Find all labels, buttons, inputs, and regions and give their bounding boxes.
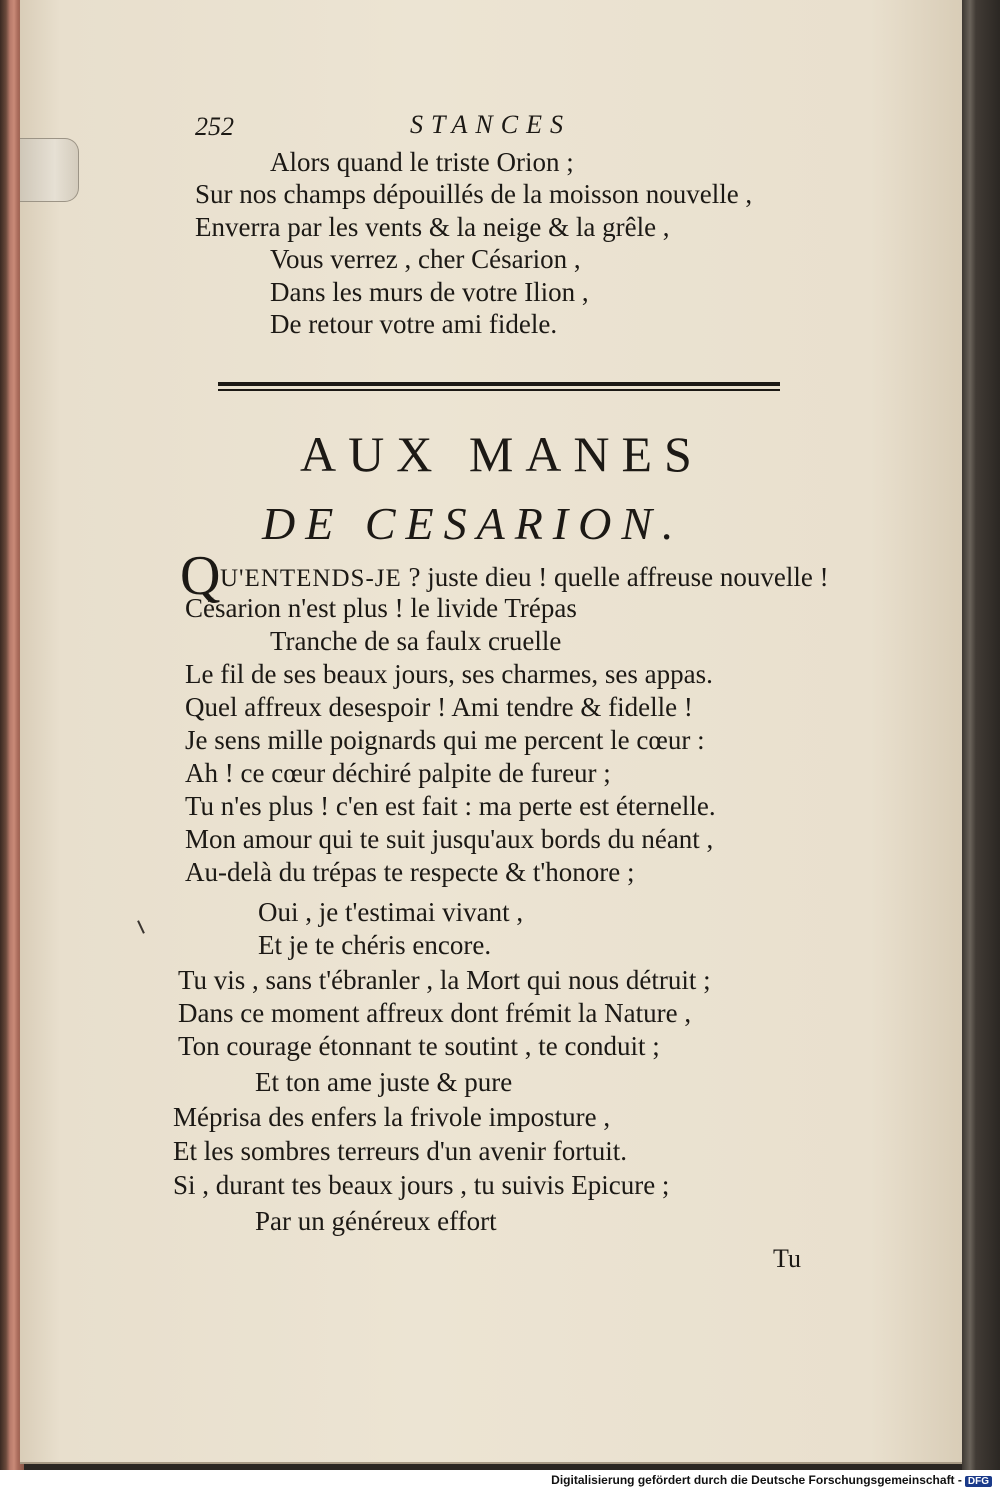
poem-title: AUX MANES bbox=[300, 426, 704, 482]
poem-line: Ah ! ce cœur déchiré palpite de fureur ; bbox=[185, 758, 611, 788]
stanza-line: Alors quand le triste Orion ; bbox=[270, 147, 574, 177]
poem-line: Quel affreux desespoir ! Ami tendre & fidelle ! bbox=[185, 692, 693, 722]
stanza-line: Sur nos champs dépouillés de la moisson nouvelle , bbox=[195, 179, 753, 209]
poem-line: Au-delà du trépas te respecte & t'honore ; bbox=[185, 857, 635, 887]
poem-line: Mon amour qui te suit jusqu'aux bords du néant , bbox=[185, 824, 714, 854]
poem-line: Et ton ame juste & pure bbox=[255, 1067, 513, 1097]
poem-line: Je sens mille poignards qui me percent le cœur : bbox=[185, 725, 705, 755]
poem-line: Tu n'es plus ! c'en est fait : ma perte est éternelle. bbox=[185, 791, 716, 821]
footer-text: Digitalisierung gefördert durch die Deutsche Forschungsgemeinschaft - bbox=[551, 1473, 962, 1487]
page-number: 252 bbox=[195, 112, 234, 141]
drop-cap: Q bbox=[180, 545, 221, 607]
poem-line: Tranche de sa faulx cruelle bbox=[270, 626, 562, 656]
poem-subtitle: DE CESARION. bbox=[262, 498, 684, 549]
page-clip bbox=[20, 138, 79, 202]
poem-line: Oui , je t'estimai vivant , bbox=[258, 897, 524, 927]
poem-line: Tu vis , sans t'ébranler , la Mort qui nous détruit ; bbox=[178, 965, 711, 995]
dfg-logo: DFG bbox=[965, 1476, 992, 1487]
footer-credit bbox=[551, 1473, 992, 1487]
stanza-line: Dans les murs de votre Ilion , bbox=[270, 277, 589, 307]
book-edge-right bbox=[962, 0, 1000, 1470]
poem-line: Et je te chéris encore. bbox=[258, 930, 492, 960]
stanza-line: De retour votre ami fidele. bbox=[270, 309, 558, 339]
poem-line: Méprisa des enfers la frivole imposture , bbox=[173, 1102, 611, 1132]
poem-line: Et les sombres terreurs d'un avenir fortuit. bbox=[173, 1136, 627, 1166]
poem-line: Par un généreux effort bbox=[255, 1206, 497, 1236]
poem-first-line bbox=[220, 562, 829, 593]
poem-line: Le fil de ses beaux jours, ses charmes, ses appas. bbox=[185, 659, 713, 689]
stanza-line: Vous verrez , cher Césarion , bbox=[270, 244, 581, 274]
poem-line: Si , durant tes beaux jours , tu suivis Epicure ; bbox=[173, 1170, 670, 1200]
poem-line: Césarion n'est plus ! le livide Trépas bbox=[185, 593, 577, 623]
first-line-rest: ? juste dieu ! quelle affreuse nouvelle ! bbox=[401, 562, 829, 592]
section-divider bbox=[218, 382, 780, 396]
catchword: Tu bbox=[773, 1244, 801, 1273]
poem-line: Dans ce moment affreux dont frémit la Nature , bbox=[178, 998, 692, 1028]
running-head: STANCES bbox=[410, 110, 571, 139]
poem-line: Ton courage étonnant te soutint , te conduit ; bbox=[178, 1031, 660, 1061]
stanza-line: Enverra par les vents & la neige & la grêle , bbox=[195, 212, 670, 242]
first-line-caps: U'ENTENDS-JE bbox=[220, 565, 402, 592]
